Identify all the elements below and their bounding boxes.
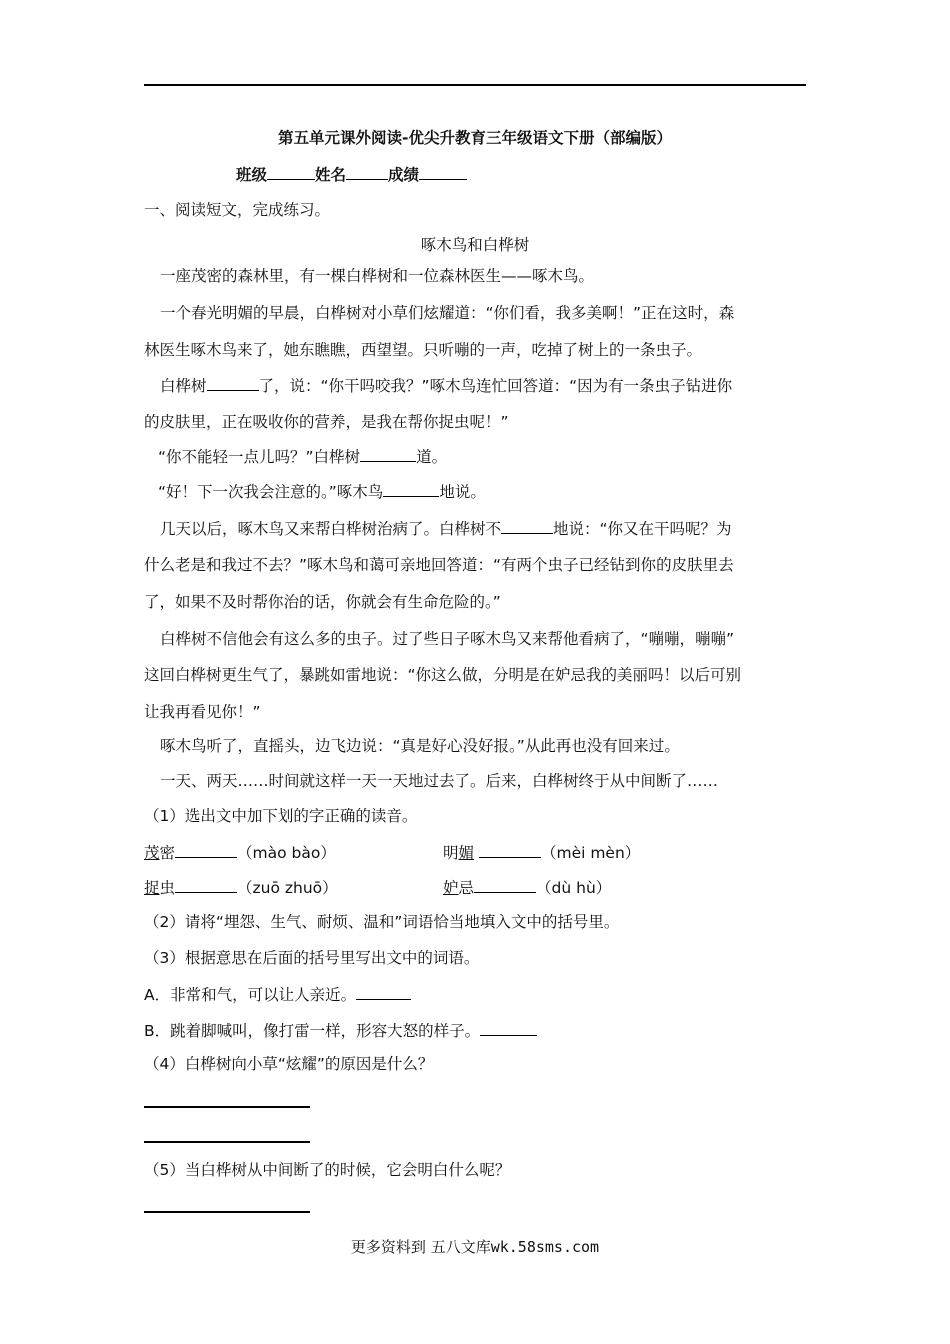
fill-blank-2[interactable] <box>360 446 416 462</box>
story-paragraph-2: 一个春光明媚的早晨，白桦树对小草们炫耀道：“你们看，我多美啊！”正在这时，森 <box>160 304 735 322</box>
story-paragraph-8: 啄木鸟听了，直摇头，边飞边说：“真是好心没好报。”从此再也没有回来过。 <box>160 737 680 755</box>
class-blank[interactable] <box>267 164 315 180</box>
footer-url[interactable]: wk.58sms.com <box>490 1238 600 1256</box>
underlined-char: 茂 <box>144 844 160 862</box>
story-paragraph-5 <box>158 481 820 502</box>
footer-text: 更多资料到 五八文库 <box>350 1238 491 1256</box>
pinyin-options: （mèi mèn） <box>540 844 641 862</box>
story-paragraph-3-cont: 的皮肤里，正在吸收你的营养，是我在帮你捉虫呢！” <box>144 413 509 431</box>
story-paragraph-6-cont: 什么老是和我过不去？”啄木鸟和蔼可亲地回答道：“有两个虫子已经钻到你的皮肤里去 <box>144 556 734 574</box>
answer-blank[interactable] <box>474 877 536 893</box>
name-label: 姓名 <box>315 166 347 184</box>
text: 道。 <box>416 448 448 466</box>
story-paragraph-7-cont2: 让我再看见你！” <box>144 703 261 721</box>
answer-line-q5[interactable] <box>144 1211 310 1213</box>
text: 几天以后，啄木鸟又来帮白桦树治病了。白桦树不 <box>160 520 502 538</box>
header-rule <box>144 84 806 86</box>
story-paragraph-9: 一天、两天……时间就这样一天一天地过去了。后来，白桦树终于从中间断了…… <box>160 772 719 790</box>
footer <box>0 1236 950 1257</box>
story-paragraph-6-cont2: 了，如果不及时帮你治的话，你就会有生命危险的。” <box>144 593 501 611</box>
text: 虫 <box>159 879 176 897</box>
text: 了，说：“你干吗咬我？”啄木鸟连忙回答道：“因为有一条虫子钻进你 <box>258 377 733 395</box>
underlined-char: 妒 <box>443 879 459 897</box>
pinyin-item-2 <box>443 842 673 863</box>
answer-blank[interactable] <box>480 1020 537 1036</box>
question-3a <box>144 984 806 1005</box>
text: 白桦树 <box>160 377 207 395</box>
pinyin-options: （mào bào） <box>237 844 336 862</box>
text: 忌 <box>458 879 475 897</box>
fill-blank-3[interactable] <box>383 481 439 497</box>
answer-blank[interactable] <box>175 842 237 858</box>
fill-blank-4[interactable] <box>501 518 553 534</box>
story-paragraph-3 <box>160 375 822 396</box>
pinyin-item-1 <box>144 842 344 863</box>
question-2: （2）请将“埋怨、生气、耐烦、温和”词语恰当地填入文中的括号里。 <box>144 913 620 931</box>
text: 明 <box>443 844 459 862</box>
pinyin-item-4 <box>443 877 673 898</box>
story-paragraph-4 <box>158 446 820 467</box>
pinyin-options: （dù hù） <box>536 879 612 897</box>
text: “你不能轻一点儿吗？”白桦树 <box>158 448 361 466</box>
student-info-line <box>236 163 467 185</box>
story-title: 啄木鸟和白桦树 <box>420 236 530 254</box>
question-4: （4）白桦树向小草“炫耀”的原因是什么？ <box>144 1055 434 1073</box>
text: 地说：“你又在干吗呢？为 <box>553 520 732 538</box>
answer-blank[interactable] <box>356 984 411 1000</box>
underlined-char: 媚 <box>458 844 475 862</box>
question-5: （5）当白桦树从中间断了的时候，它会明白什么呢？ <box>144 1161 511 1179</box>
answer-line-q4-1[interactable] <box>144 1106 310 1108</box>
story-paragraph-1: 一座茂密的森林里，有一棵白桦树和一位森林医生——啄木鸟。 <box>160 267 595 285</box>
story-paragraph-2-cont: 林医生啄木鸟来了，她东瞧瞧，西望望。只听嘣的一声，吃掉了树上的一条虫子。 <box>144 341 703 359</box>
name-blank[interactable] <box>346 164 388 180</box>
text: “好！下一次我会注意的。”啄木鸟 <box>158 483 384 501</box>
text: B．跳着脚喊叫，像打雷一样，形容大怒的样子。 <box>144 1022 481 1040</box>
answer-line-q4-2[interactable] <box>144 1141 310 1143</box>
section-heading: 一、阅读短文，完成练习。 <box>144 201 331 219</box>
text: 密 <box>159 844 176 862</box>
text: A．非常和气，可以让人亲近。 <box>144 986 357 1004</box>
question-3b <box>144 1020 806 1041</box>
answer-blank[interactable] <box>175 877 237 893</box>
answer-blank[interactable] <box>479 842 541 858</box>
document-title: 第五单元课外阅读-优尖升教育三年级语文下册（部编版） <box>278 129 672 147</box>
text: 地说。 <box>439 483 486 501</box>
fill-blank-1[interactable] <box>207 375 259 391</box>
class-label: 班级 <box>236 166 268 184</box>
pinyin-options: （zuō zhuō） <box>237 879 338 897</box>
story-paragraph-6 <box>160 518 822 539</box>
score-blank[interactable] <box>419 164 467 180</box>
story-paragraph-7-cont: 这回白桦树更生气了，暴跳如雷地说：“你这么做，分明是在妒忌我的美丽吗！以后可别 <box>144 666 742 684</box>
question-3: （3）根据意思在后面的括号里写出文中的词语。 <box>144 949 480 967</box>
score-label: 成绩 <box>388 166 420 184</box>
story-paragraph-7: 白桦树不信他会有这么多的虫子。过了些日子啄木鸟又来帮他看病了，“嘣嘣，嘣嘣” <box>160 630 735 648</box>
pinyin-item-3 <box>144 877 344 898</box>
underlined-char: 捉 <box>144 879 160 897</box>
question-1: （1）选出文中加下划的字正确的读音。 <box>144 807 418 825</box>
